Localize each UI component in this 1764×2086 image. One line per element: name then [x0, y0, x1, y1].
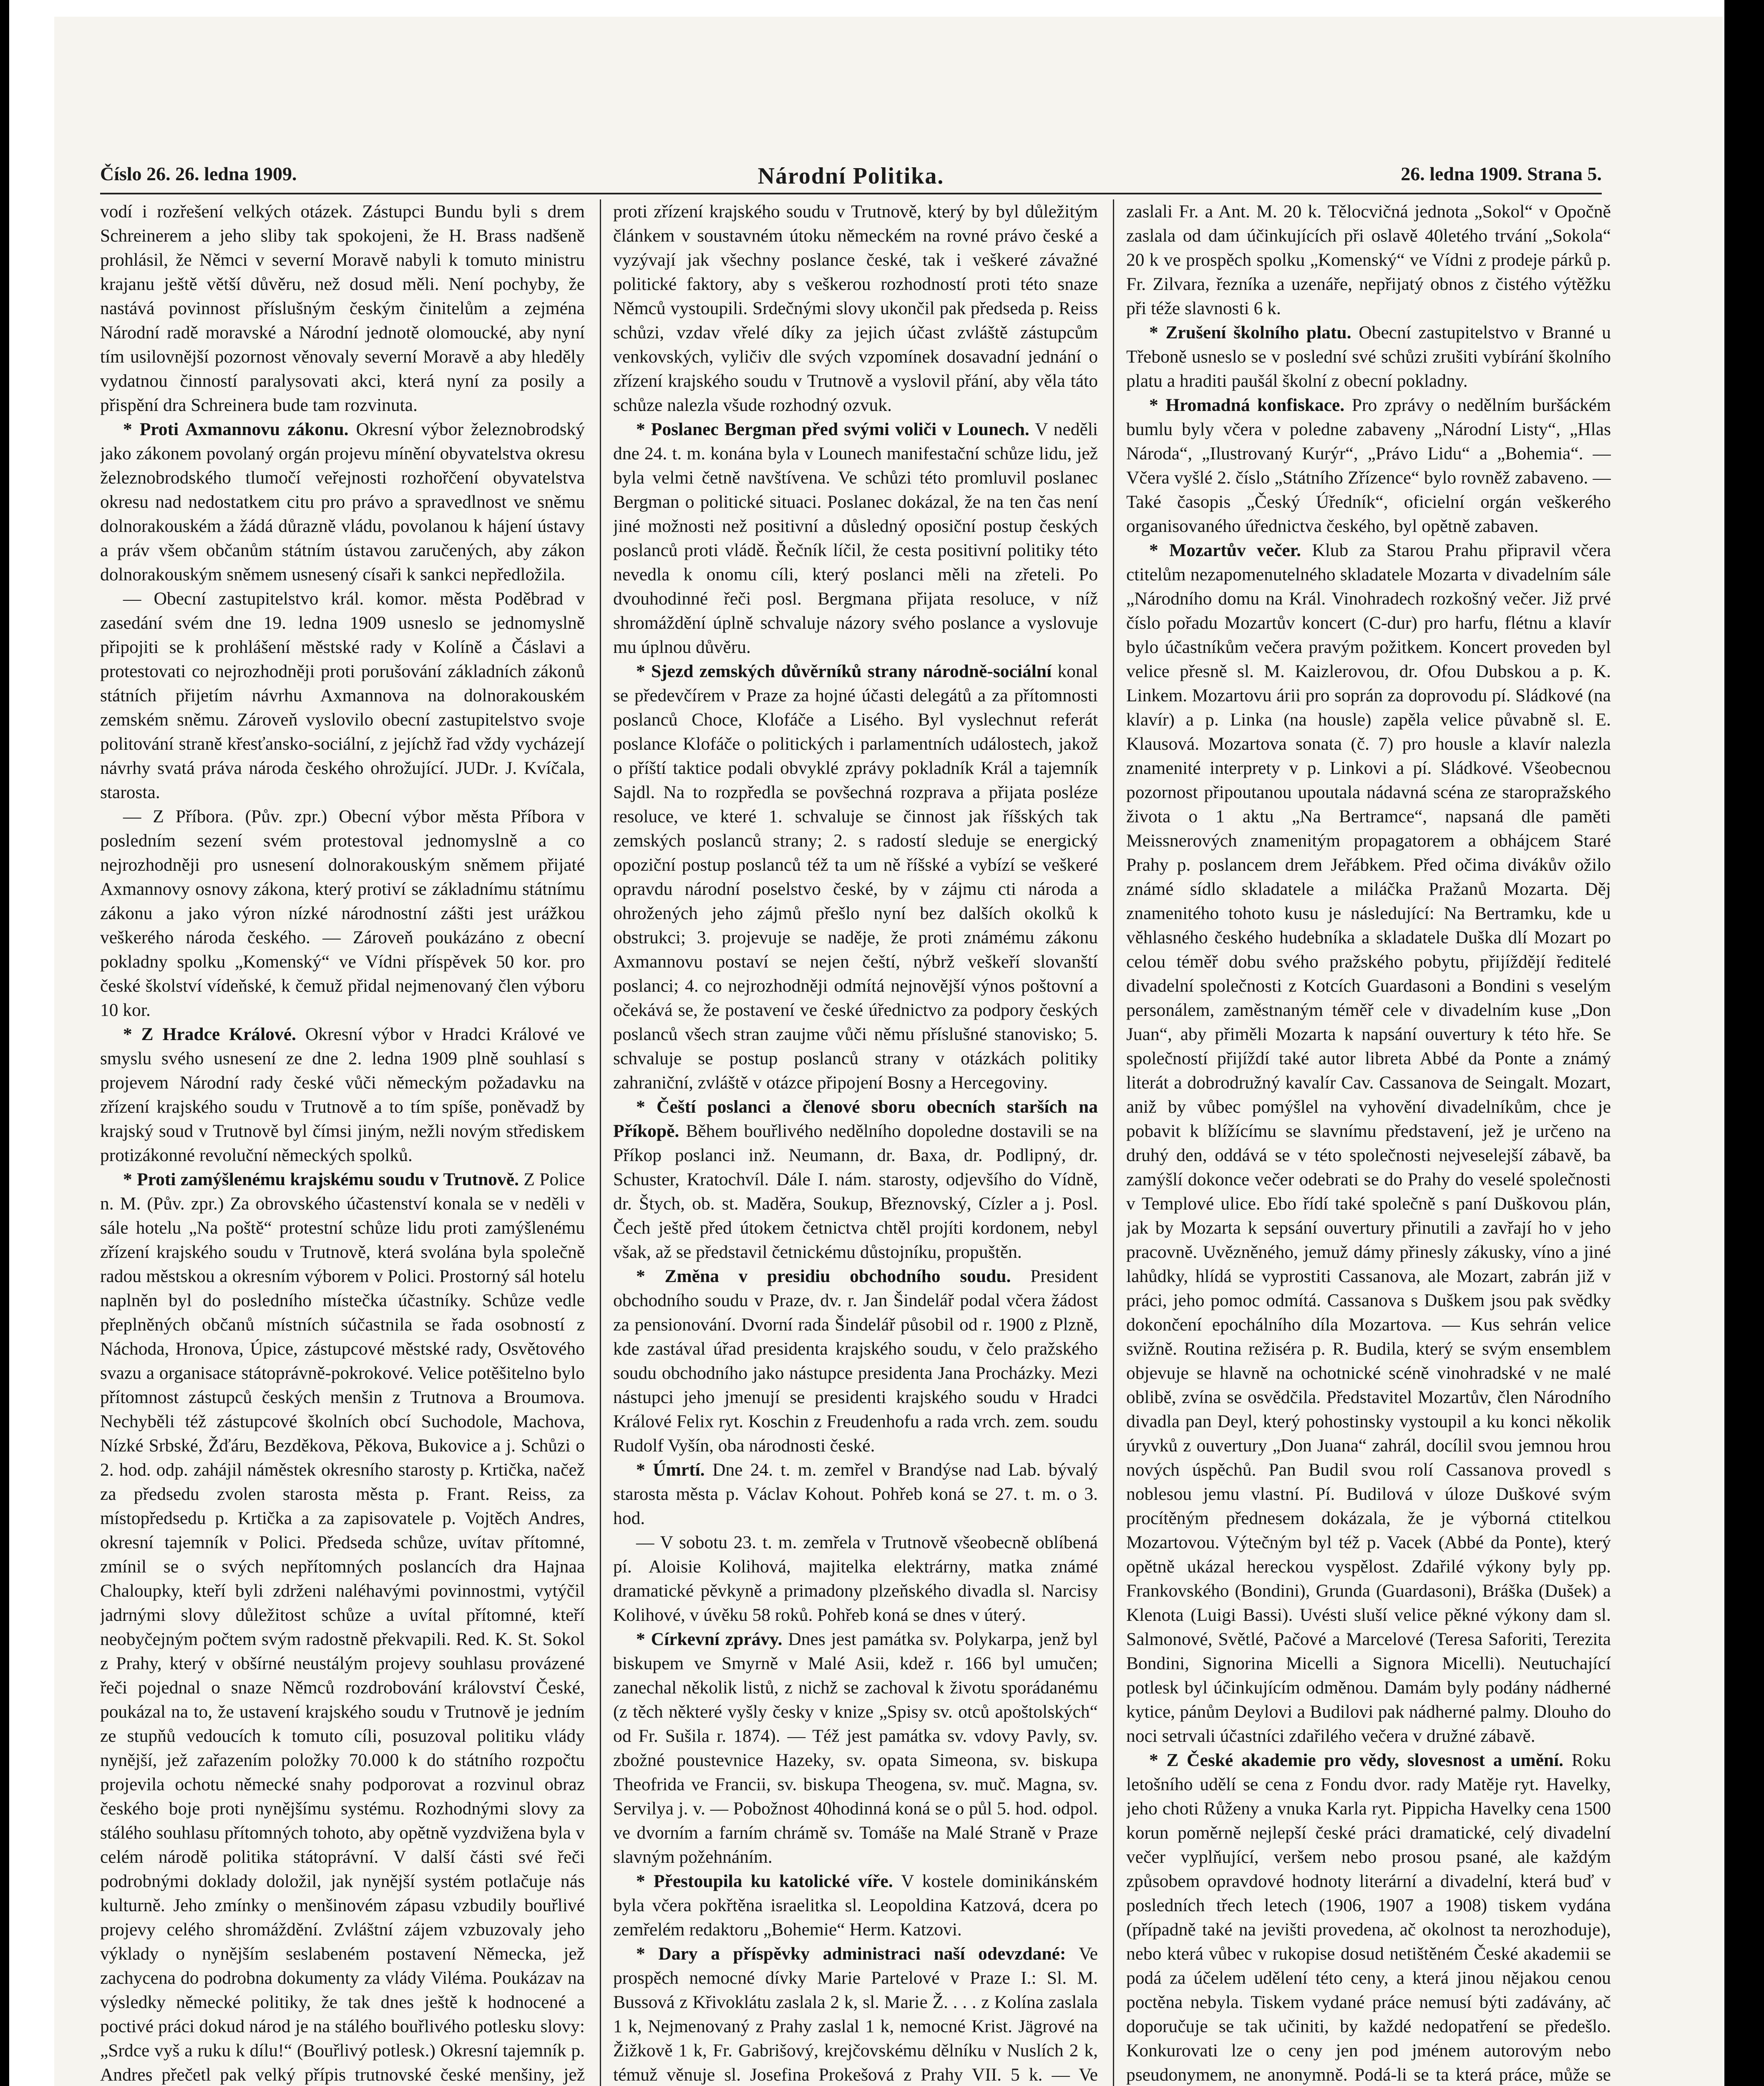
film-border-right [1724, 0, 1764, 2086]
article-paragraph [1126, 538, 1611, 1748]
article-paragraph [100, 1022, 585, 1167]
article-paragraph [613, 1627, 1098, 1869]
article-heading: * Proti zamýšlenému krajskému soudu v Trutnově. [123, 1169, 519, 1189]
article-text: Dnes jest památka sv. Polykarpa, jenž byl biskupem ve Smyrně v Malé Asii, kdež r. 166 byl umučen; zanechal několik listů, z nichž se zachoval k životu sporádanému (z těch některé vyšly česky v knize „Spisy sv. otců apoštolských“ od Fr. Sušila r. 1874). — Též jest památka sv. vdovy Pavly, sv. zbožné poustevnice Hazeky, sv. opata Simeona, sv. biskupa Theofrida ve Francii, sv. biskupa Theogena, sv. muč. Magna, sv. Servilya j. v. — Pobožnost 40hodinná koná se o půl 5. hod. odpol. ve dvorním a farním chrámě sv. Tomáše na Malé Straně v Praze slavným požehnáním. [613, 1629, 1098, 1867]
issue-info: Číslo 26. 26. ledna 1909. [100, 163, 297, 184]
article-heading: * Hromadná konfiskace. [1149, 395, 1345, 415]
article-heading: * Poslanec Bergman před svými voliči v Lounech. [636, 419, 1029, 439]
article-heading: * Proti Axmannovu zákonu. [123, 419, 349, 439]
masthead-title: Národní Politika. [757, 163, 944, 189]
article-heading: * Z České akademie pro vědy, slovesnost a umění. [1149, 1750, 1564, 1770]
article-heading: * Dary a příspěvky administraci naší odevzdané: [636, 1944, 1066, 1964]
article-text: zaslali Fr. a Ant. M. 20 k. Tělocvičná jednota „Sokol“ v Opočně zaslala od dam účinkujících při oslavě 40letého trvání „Sokola“ 20 k ve prospěch spolku „Komenský“ ve Vídni z prodeje párků p. Fr. Zilvara, řezníka a uzenáře, nepřijatý obnos z čistého výtěžku při téže slavnosti 6 k. [1126, 202, 1611, 318]
article-text: Během bouřlivého nedělního dopoledne dostavili se na Příkop poslanci inž. Neumann, dr. Baxa, dr. Podlipný, dr. Schuster, Kratochvíl. Dále I. nám. starosty, odjevšího do Vídně, dr. Štych, ob. st. Maděra, Soukup, Březnovský, Cízler a j. Posl. Čech ještě před útokem četnictva chtěl projíti kordonem, nebyl však, až se představil četnickému důstojníku, propuštěn. [613, 1121, 1098, 1262]
article-text: vodí i rozřešení velkých otázek. Zástupci Bundu byli s drem Schreinerem a jeho sliby tak spokojeni, že H. Brass nadšeně prohlásil, že Němci v severní Moravě nabyli k tomuto ministru krajanu ještě větší důvěru, než dosud měli. Není pochyby, že nastává povinnost příslušným českým činitelům a zejména Národní radě moravské a Národní jednotě olomoucké, aby nyní tím usilovnější pozornost věnovaly severní Moravě a aby hleděly vydatnou činností paralysovati akci, která nyní za posily a přispění dra Schreinera bude tam rozvinuta. [100, 202, 585, 415]
article-paragraph [1126, 199, 1611, 320]
article-paragraph [1126, 320, 1611, 393]
article-heading: * Čeští poslanci a členové sboru obecních starších na Příkopě. [613, 1097, 1098, 1141]
article-text: konal se předevčírem v Praze za hojné účasti delegátů a za přítomnosti poslanců Choce, Klofáče a Lisého. Byl vyslechnut referát poslance Klofáče o politických i parlamentních událostech, jakož o příští taktice podali obvyklé zprávy pokladník Král a tajemník Sajdl. Na to rozpředla se povšechná rozprava a přijata posléze resoluce, ve které 1. schvaluje se činnost jak říšských tak zemských poslanců strany; 2. s radostí sleduje se energický opoziční postup poslanců též ta um ně říšské a vybízí se veškeré opravdu národní poselstvo české, by v zájmu cti národa a ohrožených jeho zájmů přešlo nyní bez dalších okolků k obstrukci; 3. projevuje se naděje, že proti známému zákonu Axmannovu postaví se nejen čeští, nýbrž veškeří slovanští poslanci; 4. co nejrozhodněji odmítá nejnovější výnos poštovní a očekává se, že postavení ve české úřednictvo za podpory českých poslanců všech stran zaujme vůči němu příslušné stanovisko; 5. schvaluje se postup poslanců strany v otázkách politiky zahraniční, zvláště v otázce připojení Bosny a Hercegoviny. [613, 661, 1098, 1093]
article-text: V neděli dne 24. t. m. konána byla v Lounech manifestační schůze lidu, jež byla velmi četně navštívena. Ve schůzi této promluvil poslanec Bergman o politické situaci. Poslanec dokázal, že na ten čas není jiné možnosti než positivní a důsledný oposiční postup českých poslanců proti vládě. Řečník líčil, že cesta positivní politiky této nevedla k onomu cíli, který poslanci měli na zřeteli. Po dvouhodinné řeči posl. Bergmana přijata resoluce, v níž shromáždění úplně schvaluje názory svého poslance a vyslovuje mu úplnou důvěru. [613, 419, 1098, 657]
article-paragraph [100, 199, 585, 417]
date-page-info: 26. ledna 1909. Strana 5. [1401, 163, 1602, 184]
article-text: Obecní zastupitelstvo v Branné u Třeboně usneslo se v poslední své schůzi zrušiti vybírání školního platu a hraditi paušál školní z obecní pokladny. [1126, 322, 1611, 391]
page-header [100, 163, 1602, 192]
article-text: President obchodního soudu v Praze, dv. r. Jan Šindelář podal včera žádost za pensionování. Dvorní rada Šindelář působil od r. 1900 z Plzně, kde zastával úřad presidenta krajského soudu, v čelo pražského soudu obchodního jako nástupce presidenta Jana Procházky. Mezi nástupci jeho jmenují se presidenti krajského soudu v Hradci Králové Felix ryt. Koschin z Freudenhofu a rada vrch. zem. soudu Rudolf Vyšín, oba národnosti české. [613, 1266, 1098, 1456]
article-paragraph [1126, 1748, 1611, 2086]
article-text: Dne 24. t. m. zemřel v Brandýse nad Lab. bývalý starosta města p. Václav Kohout. Pohřeb koná se 27. t. m. o 3. hod. [613, 1460, 1098, 1528]
column-divider [600, 199, 601, 2086]
article-paragraph [613, 199, 1098, 417]
article-paragraph [613, 1942, 1098, 2086]
article-text: V kostele dominikánském byla včera pokřtěna israelitka sl. Leopoldina Katzová, dcera po zemřelém redaktoru „Bohemie“ Herm. Katzovi. [613, 1871, 1098, 1940]
article-text: Ve prospěch nemocné dívky Marie Partelové v Praze I.: Sl. M. Bussová z Křivoklátu zaslala 2 k, sl. Marie Ž. . . . z Kolína zaslala 1 k, Nejmenovaný z Prahy zaslal 1 k, nemocné Krist. Jägrové na Žižkově 1 k, Fr. Gabrišový, krejčovskému dělníku v Nuslích 2 k, témuž věnuje sl. Josefina Prokešová z Prahy VII. 5 k. — Ve [613, 1944, 1098, 2085]
article-paragraph [613, 1095, 1098, 1264]
article-heading: * Sjezd zemských důvěrníků strany národně-sociální [636, 661, 1052, 681]
article-heading: * Mozartův večer. [1149, 540, 1301, 560]
article-text: — Z Příbora. (Pův. zpr.) Obecní výbor města Příbora v posledním sezení svém protestoval jednomyslně a co nejrozhodněji pro usnesení dolnorakouským sněmem přijaté Axmannovy osnovy zákona, který protiví se základnímu státnímu zákonu a jako výron nízké národnostní zášti jest urážkou veškerého národa českého. — Zároveň poukázáno z obecní pokladny spolku „Komenský“ ve Vídni příspěvek 50 kor. pro české školství vídeňské, k čemuž přidal nejmenovaný člen výboru 10 kor. [100, 806, 585, 1020]
article-paragraph [613, 1458, 1098, 1530]
text-column-1 [100, 199, 585, 2086]
article-text: — Obecní zastupitelstvo král. komor. města Poděbrad v zasedání svém dne 19. ledna 1909 usneslo se jednomyslně připojiti se k prohlášení městské rady v Kolíně a Čáslavi a protestovati co nejrozhodněji proti porušování základních zákonů státních přijetím návrhu Axmannova na dolnorakouském zemském sněmu. Zároveň vyslovilo obecní zastupitelstvo svoje politování straně křesťansko-sociální, z jejíchž řad vždy vycházejí návrhy svatá práva národa českého ohrožující. JUDr. J. Kvíčala, starosta. [100, 589, 585, 802]
article-text: proti zřízení krajského soudu v Trutnově, který by byl důležitým článkem v soustavném útoku německém na rovné právo české a vyzývají jak všechny poslance české, tak i veškeré závažné politické faktory, aby s veškerou rozhodností proti této snaze Němců vystoupili. Srdečnými slovy ukončil pak předseda p. Reiss schůzi, vzdav vřelé díky za jejich účast zvláště zástupcům venkovských, vyličiv dle svých vzpomínek dosavadní jednání o zřízení krajského soudu v Trutnově a vyslovil přání, aby věla táto schůze nalezla všude rozhodný ozvuk. [613, 202, 1098, 415]
article-text: Roku letošního udělí se cena z Fondu dvor. rady Matěje ryt. Havelky, jeho choti Růženy a vnuka Karla ryt. Pippicha Havelky cena 1500 korun poměrně nejlepší české práci dramatické, celý divadelní večer vyplňující, veršem nebo prosou psané, ale každým způsobem opravdové hodnoty literární a divadelní, která buď v posledních třech letech (1906, 1907 a 1908) tiskem vydána (případně také na jevišti provedena, ač okolnost ta nerozhoduje), nebo která vůbec v rukopise dosud netištěném České akademii se podá za účelem udělení této ceny, a která jinou nějakou cenou poctěna nebyla. Tiskem vydané práce nemusí býti zadávány, ač doporučuje se tak učiniti, by každé nedopatření se předešlo. Konkurovati lze o ceny jen pod jménem autorovým nebo pseudonymem, ne anonymně. Podá-li se ta která práce, může se [1126, 1750, 1611, 2085]
article-heading: * Úmrtí. [636, 1460, 705, 1480]
article-paragraph [613, 1264, 1098, 1458]
article-paragraph [1126, 393, 1611, 538]
article-paragraph [613, 659, 1098, 1095]
column-divider [1113, 199, 1114, 2086]
text-column-3 [1126, 199, 1611, 2086]
article-text: — V sobotu 23. t. m. zemřela v Trutnově všeobecně oblíbená pí. Aloisie Kolihová, majitelka elektrárny, matka známé dramatické pěvkyně a primadony plzeňského divadla sl. Narcisy Kolihové, v úvěku 58 roků. Pohřeb koná se dnes v úterý. [613, 1532, 1098, 1625]
article-text: Pro zprávy o nedělním buršáckém bumlu byly včera v poledne zabaveny „Národní Listy“, „Hlas Národa“, „Ilustrovaný Kurýr“, „Právo Lidu“ a „Bohemia“. — Včera vyšlé 2. číslo „Státního Zřízence“ bylo rovněž zabaveno. — Také časopis „Český Úředník“, oficielní orgán veškerého organisovaného úřednictva českého, byl opětně zabaven. [1126, 395, 1611, 536]
text-column-2 [613, 199, 1098, 2086]
article-paragraph [613, 1869, 1098, 1942]
article-paragraph [100, 417, 585, 587]
film-border-left [0, 0, 9, 2086]
article-text: Z Police n. M. (Pův. zpr.) Za obrovského účastenství konala se v neděli v sále hotelu „Na poště“ protestní schůze lidu proti zamýšlenému zřízení krajského soudu v Trutnově, která svolána byla společně radou městskou a okresním výborem v Polici. Prostorný sál hotelu naplněn byl do posledního místečka účastníky. Schůze vedle přeplněných občanů místních súčastnila se řada osobností z Náchoda, Hronova, Úpice, zástupcové městské rady, Osvětového svazu a organisace státoprávně-pokrokové. Velice potěšitelno bylo přítomnost zástupců českých menšin z Trutnova a Broumova. Nechyběli též zástupcové školních obcí Suchodole, Machova, Nízké Srbské, Žďáru, Bezděkova, Pěkova, Bukovice a j. Schůzi o 2. hod. odp. zahájil náměstek okresního starosty p. Krtička, načež za předsedu zvolen starosta města p. Frant. Reiss, za místopředsedu p. Krtička a za zapisovatele p. Vojtěch Andres, okresní tajemník v Polici. Předseda schůze, uvítav přítomné, zmínil se o svých nepřítomných poslancích dra Hajnaa Chaloupky, kteří byli zdrženi naléhavými povinnostmi, vytýčil jadrnými slovy důležitost schůze a uvítal přítomné, kteří neobyčejným počtem svým radostně překvapili. Red. K. St. Sokol z Prahy, který v obšírné neustálým projevy souhlasu provázené řeči pojednal o snaze Němců rozdrobování království České, poukázal na to, že ustavení krajského soudu v Trutnově je jedním ze stupňů vedoucích k tomuto cíli, posuzoval politiku vlády nynější, jež zařazením položky 70.000 k do státního rozpočtu projevila ochotu německé snahy podporovat a rozvinul obraz českého boje proti nynějšímu systému. Rozhodnými slovy za stálého souhlasu přítomných tohoto, aby opětně vyzdvižena byla v celém národě politika státoprávní. V další části své řeči podrobnými doklady doložil, jak nynější systém potlačuje nás kulturně. Jeho zmínky o menšinovém zápasu vzbudily bouřlivé projevy celého shromáždění. Zvláštní zájem vzbuzovaly jeho výklady o nynějším seslabeném postavení Německa, jež zachycena do podrobna dokumenty za vlády Viléma. Poukázav na výsledky německé politiky, že tak dnes ještě k hodnocené a poctivé práci dokud národ je na stálého bouřlivého potlesku slovy: „Srdce vyš a ruku k dílu!“ (Bouřlivý potlesk.) Okresní tajemník p. Andres přečetl pak velký přípis trutnovské české menšiny, jež [100, 1169, 585, 2085]
article-paragraph [613, 417, 1098, 659]
article-heading: * Z Hradce Králové. [123, 1024, 296, 1044]
article-paragraph [100, 804, 585, 1022]
article-text: Okresní výbor v Hradci Králové ve smyslu svého usnesení ze dne 2. ledna 1909 plně souhlasí s projevem Národní rady české vůči německým požadavku na zřízení krajského soudu v Trutnově a to tím spíše, poněvadž by krajský soud v Trutnově byl čímsi jiným, nežli novým střediskem protizákonné revoluční německých spolků. [100, 1024, 585, 1165]
article-heading: * Církevní zprávy. [636, 1629, 783, 1649]
article-paragraph [613, 1530, 1098, 1627]
article-text: Klub za Starou Prahu připravil včera ctitelům nezapomenutelného skladatele Mozarta v divadelním sále „Národního domu na Král. Vinohradech rozkošný večer. Již prvé číslo pořadu Mozartův koncert (C-dur) pro harfu, flétnu a klavír bylo účastníkům večera pravým požitkem. Koncert proveden byl velice přesně sl. M. Kaizlerovou, dr. Ofou Dubskou a p. K. Linkem. Mozartovu árii pro soprán za doprovodu pí. Sládkové (na klavír) a p. Linka (na housle) zapěla velice půvabně sl. E. Klausová. Mozartova sonata (č. 7) pro housle a klavír nalezla znamenité interprety v p. Linkovi a pí. Sládkové. Všeobecnou pozornost připoutanou upoutala nádavná scéna ze staropražského života o 1 aktu „Na Bertramce“, napsaná dle paměti Meissnerových znamenitým propagatorem a obhájcem Staré Prahy p. poslancem drem Jeřábkem. Před očima divákův ožilo známé sídlo skladatele a miláčka Pražanů Mozarta. Děj znamenitého tohoto kusu je následující: Na Bertramku, kde u věhlasného českého hudebníka a skladatele Duška dlí Mozart po celou téměř dobu svého pražského pobytu, přijíždějí ředitelé divadelní společnosti z Kotcích Guardasoni a Bondini s veselým personálem, zaměstnaným téměř cele v divadelním kuse „Don Juan“, aby přiměli Mozarta k napsání ouvertury k této hře. Se společností přijíždí také autor libreta Abbé da Ponte a známý literát a dobrodružný kavalír Cav. Cassanova de Seingalt. Mozart, aniž by vůbec pomýšlel na vyhovění divadelníkům, chce je pobavit k blížícímu se slavnímu představení, jež je určeno na druhý den, oddává se v této společnosti nejveselejší zábavě, ba zamýšlí dokonce večer odebrati se do Prahy do veselé společnosti v Templové ulice. Ebo řídí také společně s paní Duškovou plán, jak by Mozarta k sepsání ouvertury přinutili a zavřají ho v jeho pracovně. Uvězněného, jemuž dámy přinesly zákusky, víno a jiné lahůdky, hlídá se vyprostiti Cassanova, ale Mozart, zabrán již v práci, jeho pomoc odmítá. Cassanova s Duškem jsou pak svědky dokončení epochálního díla Mozartova. — Kus sehrán velice svižně. Routina režiséra p. R. Budila, který se svým ensemblem objevuje se hlavně na ochotnické scéně vinohradské v ne malé oblibě, zvína se osvědčila. Představitel Mozartův, člen Národního divadla pan Deyl, který pohostinsky vystoupil a ku konci několik úryvků z ouvertury „Don Juana“ zahrál, docílil svou jemnou hrou nových úspěchů. Pan Budil svou rolí Cassanova provedl s noblesou jemu vlastní. Pí. Budilová v úloze Duškové svým procítěným přednesem dokázala, že je výborná ctitelkou Mozartovou. Výtečným byl též p. Vacek (Abbé da Ponte), který opětně ukázal hereckou vyspělost. Zdařilé výkony byly pp. Frankovského (Bondini), Grunda (Guardasoni), Bráška (Dušek) a Klenota (Luigi Bassi). Uvésti sluší velice pěkné výkony dam sl. Salmonové, Světlé, Pačové a Marcelové (Teresa Saforiti, Terezita Bondini, Signorina Micelli a Signora Micelli). Neutuchající potlesk byl účinkujícím odměnou. Damám byly podány nádherné kytice, pánům Deylovi a Budilovi pak nádherné palmy. Dlouho do noci setrvali účastníci zdařilého večera v družné zábavě. [1126, 540, 1611, 1746]
article-heading: * Přestoupila ku katolické víře. [636, 1871, 893, 1891]
article-paragraph [100, 587, 585, 804]
article-paragraph [100, 1167, 585, 2086]
article-heading: * Zrušení školního platu. [1149, 322, 1351, 343]
article-text: Okresní výbor železnobrodský jako zákonem povolaný orgán projevu mínění obyvatelstva okresu železnobrodského tlumočí veřejnosti rozhořčení obyvatelstva okresu nad nedostatkem citu pro právo a spravedlnost ve sněmu dolnorakouském a žádá důrazně vládu, povolanou k hájení ústavy a práv všem občanům státním ústavou zaručených, aby zákon dolnorakouským sněmem usnesený císaři k sankci nepředložila. [100, 419, 585, 584]
header-rule [100, 193, 1602, 194]
article-heading: * Změna v presidiu obchodního soudu. [636, 1266, 1011, 1286]
